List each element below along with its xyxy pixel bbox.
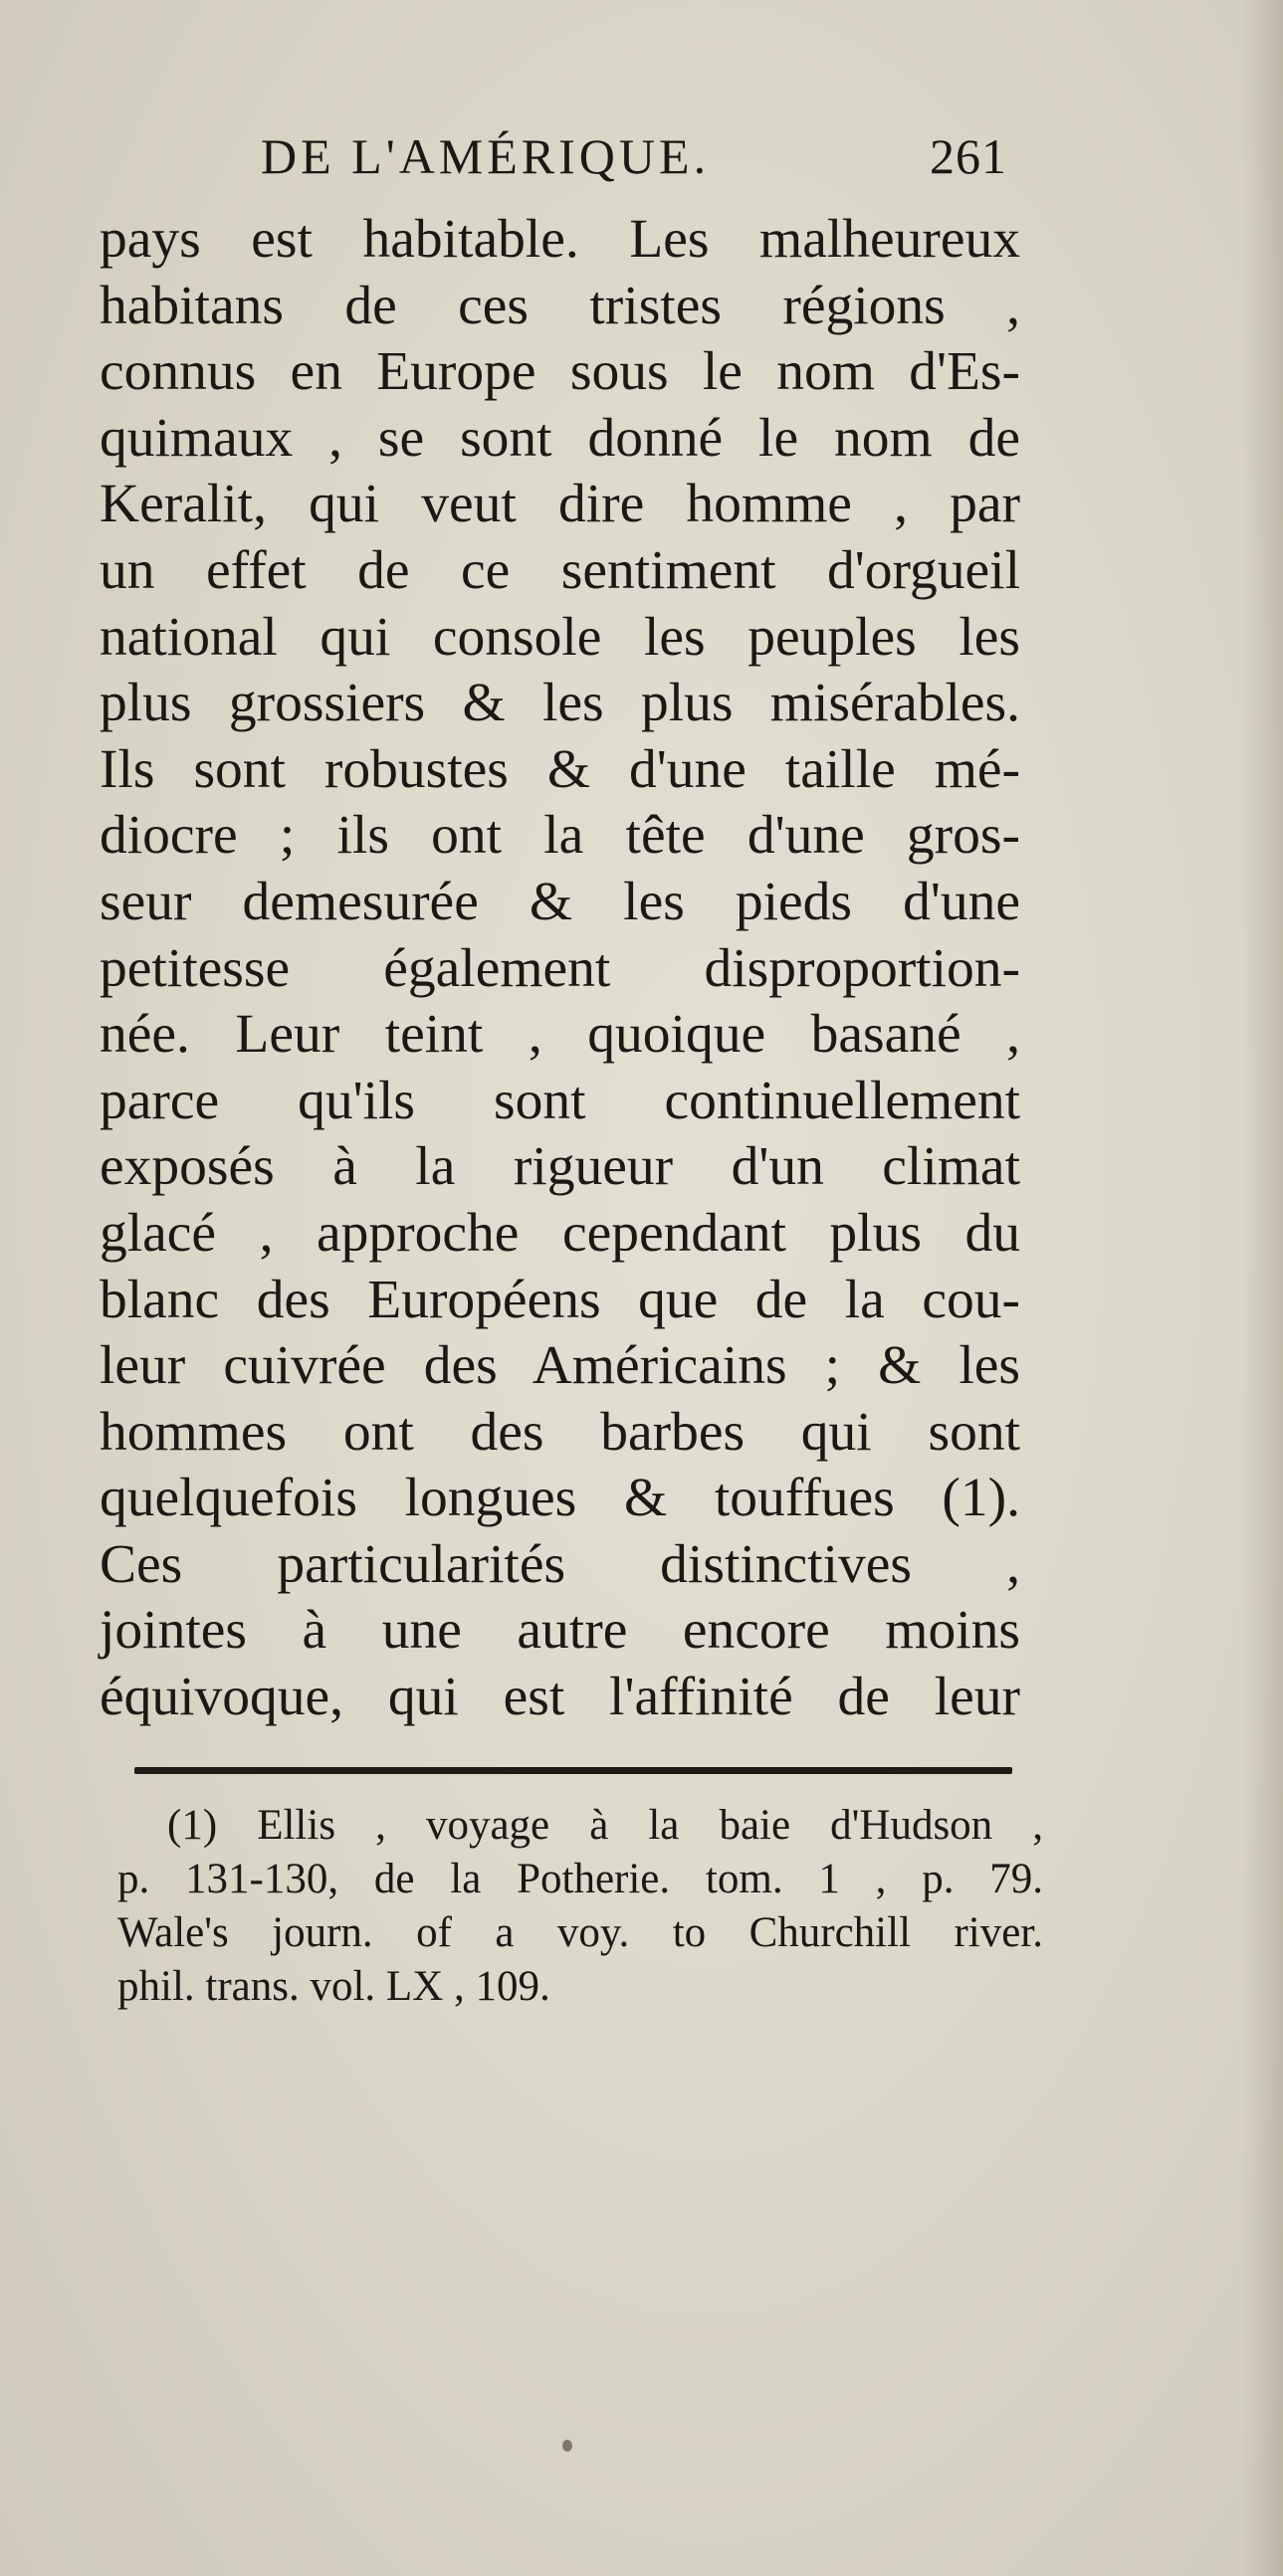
text-line: exposés à la rigueur d'un climat [100,1136,1020,1198]
text-line: diocre ; ils ont la tête d'une gros- [100,805,1020,867]
text-line: petitesse également disproportion- [100,937,1020,999]
text-line: pays est habitable. Les malheureux [100,209,1020,270]
text-line: Ils sont robustes & d'une taille mé- [100,738,1020,800]
text-line: parce qu'ils sont continuellement [100,1070,1020,1131]
footnotes [117,1799,1043,2014]
text-line: jointes à une autre encore moins [100,1600,1020,1662]
text-line: glacé , approche cependant plus du [100,1202,1020,1264]
text-line: leur cuivrée des Américains ; & les [100,1335,1020,1397]
text-line: Ces particularités distinctives , [100,1533,1020,1595]
text-line: Keralit, qui veut dire homme , par [100,474,1020,535]
text-line: équivoque, qui est l'affinité de leur [100,1667,1020,1728]
text-line: seur demesurée & les pieds d'une [100,871,1020,932]
ink-spot [562,2440,572,2452]
text-line: connus en Europe sous le nom d'Es- [100,341,1020,403]
text-line: plus grossiers & les plus misérables. [100,673,1020,734]
text-line: quelquefois longues & touffues (1). [100,1468,1020,1529]
text-line: hommes ont des barbes qui sont [100,1401,1020,1463]
text-line: blanc des Européens que de la cou- [100,1269,1020,1330]
footnote-line: phil. trans. vol. LX , 109. [117,1963,550,2010]
footnote-line: p. 131-130, de la Potherie. tom. 1 , p. 79. [117,1856,1043,1902]
running-head [261,127,1007,197]
running-title: DE L'AMÉRIQUE. [261,128,711,184]
footnote-line: (1) Ellis , voyage à la baie d'Hudson , [167,1802,1043,1849]
page-number: 261 [930,128,1007,184]
text-line: national qui console les peuples les [100,606,1020,668]
text-line: quimaux , se sont donné le nom de [100,407,1020,469]
footnote-rule [134,1767,1012,1774]
text-line: née. Leur teint , quoique basané , [100,1004,1020,1066]
text-line: un effet de ce sentiment d'orgueil [100,539,1020,601]
footnote-line: Wale's journ. of a voy. to Churchill river. [117,1909,1043,1956]
page-edge-shadow [1243,0,1283,2576]
text-line: habitans de ces tristes régions , [100,275,1020,336]
body-text [100,207,1020,1731]
